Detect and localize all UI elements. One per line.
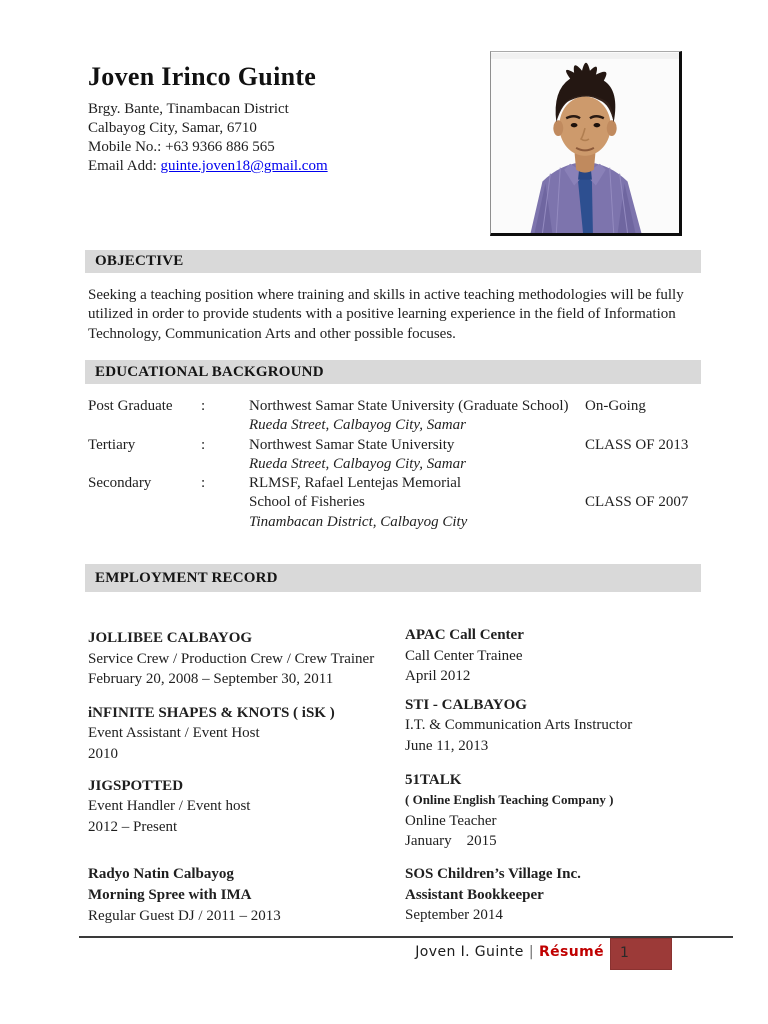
education-level: Secondary — [88, 475, 152, 492]
portrait-photo — [490, 51, 682, 236]
employment-company-note: ( Online English Teaching Company ) — [405, 792, 614, 808]
employment-role: I.T. & Communication Arts Instructor — [405, 717, 633, 734]
employment-entry-apac — [405, 625, 705, 687]
employment-role: Online Teacher — [405, 812, 497, 829]
education-status: CLASS OF 2013 — [585, 436, 689, 453]
objective-line: Technology, Communication Arts and other possible focuses. — [88, 325, 456, 342]
email-link[interactable]: guinte.joven18@gmail.com — [160, 158, 328, 174]
employment-company: Radyo Natin Calbayog — [88, 866, 234, 883]
employment-date: 2012 – Present — [88, 818, 178, 835]
employment-column-left — [88, 618, 400, 926]
employment-role: Event Assistant / Event Host — [88, 725, 260, 742]
employment-date: January 2015 — [405, 833, 497, 850]
education-row-tertiary — [88, 436, 700, 475]
employment-company: JOLLIBEE CALBAYOG — [88, 630, 253, 646]
employment-role: Service Crew / Production Crew / Crew Trainer — [88, 650, 375, 667]
objective-title: OBJECTIVE — [95, 253, 184, 269]
employment-company-line2: Morning Spree with IMA — [88, 886, 252, 903]
education-row-secondary — [88, 474, 700, 532]
employment-role: Call Center Trainee — [405, 647, 523, 664]
employment-company: SOS Children’s Village Inc. — [405, 865, 581, 882]
employment-company: 51TALK — [405, 771, 462, 788]
education-school: Northwest Samar State University (Graduate School) — [249, 398, 569, 414]
education-table — [88, 397, 700, 532]
employment-entry-jigspotted — [88, 776, 400, 838]
employment-company: JIGSPOTTED — [88, 777, 184, 794]
employment-entry-radyo-natin — [88, 864, 400, 926]
footer-text — [0, 944, 604, 960]
portrait-photo-illustration — [491, 52, 679, 233]
education-school-address: Rueda Street, Calbayog City, Samar — [249, 455, 466, 472]
applicant-name: Joven Irinco Guinte — [88, 62, 317, 91]
footer-name: Joven I. Guinte — [415, 944, 524, 960]
employment-company: iNFINITE SHAPES & KNOTS ( iSK ) — [88, 704, 335, 721]
education-colon: : — [201, 398, 206, 414]
employment-column-right — [405, 618, 705, 926]
page-number-badge — [610, 938, 672, 970]
education-school: RLMSF, Rafael Lentejas Memorial — [249, 475, 462, 492]
employment-entry-51talk — [405, 770, 705, 852]
employment-title: EMPLOYMENT RECORD — [95, 569, 278, 586]
employment-date: June 11, 2013 — [405, 737, 489, 754]
footer-doc-label: Résumé — [538, 944, 604, 960]
education-status: On-Going — [585, 398, 646, 414]
employment-date: February 20, 2008 – September 30, 2011 — [88, 671, 334, 688]
employment-date: 2010 — [88, 745, 118, 762]
education-school-cell — [249, 397, 585, 436]
mobile-line: Mobile No.: +63 9366 886 565 — [88, 139, 275, 155]
email-label: Email Add: — [88, 158, 161, 174]
objective-line: Seeking a teaching position where training and skills in active teaching methodologies will be fully — [88, 287, 684, 303]
section-header-education — [85, 360, 701, 384]
education-colon: : — [201, 436, 206, 453]
education-level: Post Graduate — [88, 398, 173, 414]
employment-role: Regular Guest DJ / 2011 – 2013 — [88, 907, 281, 924]
email-line — [88, 157, 328, 176]
employment-entry-sos — [405, 864, 705, 926]
education-school: Northwest Samar State University — [249, 436, 455, 453]
employment-role: September 2014 — [405, 907, 503, 924]
employment-entry-jollibee — [88, 628, 400, 690]
employment-entry-infinite-shapes — [88, 703, 400, 765]
section-header-objective — [85, 250, 701, 273]
employment-company: STI - CALBAYOG — [405, 696, 527, 713]
address-line-2: Calbayog City, Samar, 6710 — [88, 120, 257, 136]
page-number: 1 — [620, 945, 629, 961]
header-contact-block — [88, 62, 328, 176]
education-row-postgraduate — [88, 397, 700, 436]
employment-entry-sti — [405, 695, 705, 757]
education-school-address: Rueda Street, Calbayog City, Samar — [249, 417, 466, 434]
employment-company: APAC Call Center — [405, 627, 524, 643]
education-level: Tertiary — [88, 436, 136, 453]
education-school-cell — [249, 474, 585, 532]
employment-date: April 2012 — [405, 668, 471, 685]
footer-separator: | — [528, 944, 534, 960]
education-school-cell — [249, 436, 585, 475]
education-school-address: Tinambacan District, Calbayog City — [249, 513, 468, 530]
employment-company-line2: Assistant Bookkeeper — [405, 886, 544, 903]
section-header-employment — [85, 564, 701, 592]
address-line-1: Brgy. Bante, Tinambacan District — [88, 101, 289, 117]
education-school-line2: School of Fisheries — [249, 494, 365, 511]
education-title: EDUCATIONAL BACKGROUND — [95, 363, 324, 380]
education-colon: : — [201, 475, 206, 492]
objective-paragraph — [88, 286, 708, 344]
education-status: CLASS OF 2007 — [585, 494, 689, 511]
objective-line: utilized in order to provide students with a positive learning experience in the field of Information — [88, 306, 676, 323]
employment-role: Event Handler / Event host — [88, 798, 251, 815]
